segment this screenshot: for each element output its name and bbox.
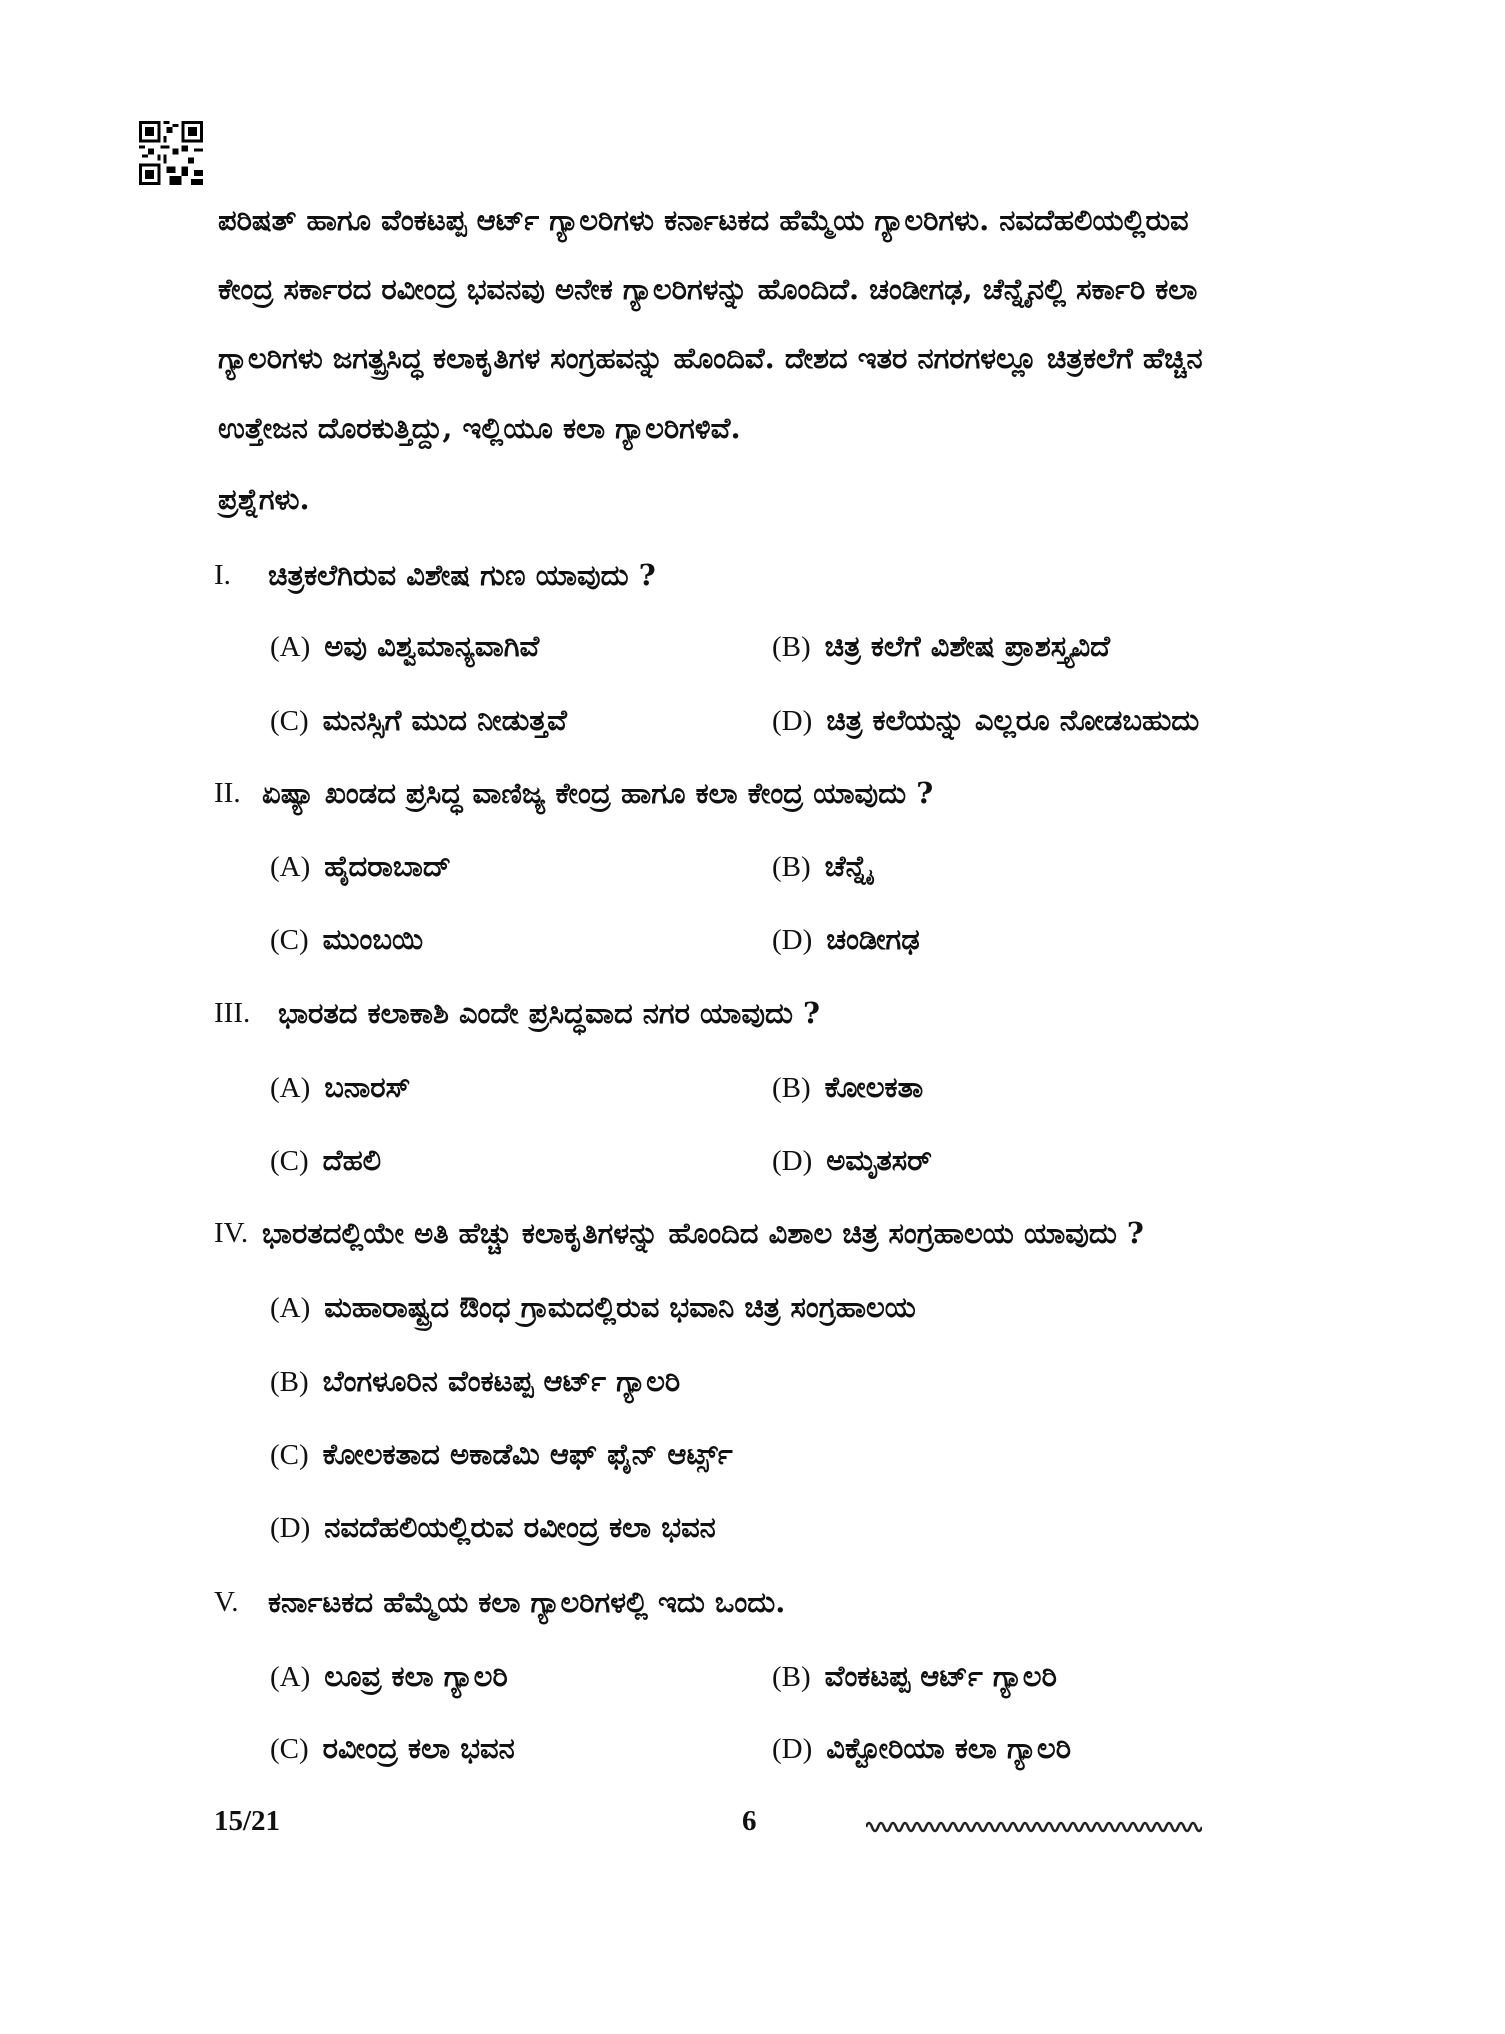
- option-label: (B): [270, 1366, 309, 1398]
- option-text: ಬೆಂಗಳೂರಿನ ವೆಂಕಟಪ್ಪ ಆರ್ಟ್ ಗ್ಯಾಲರಿ: [322, 1364, 681, 1398]
- passage-line: ಗ್ಯಾಲರಿಗಳು ಜಗತ್ಪ್ರಸಿದ್ಧ ಕಲಾಕೃತಿಗಳ ಸಂಗ್ರಹವನ್ನು ಹೊಂದಿವೆ. ದೇಶದ ಇತರ ನಗರಗಳಲ್ಲೂ ಚಿತ್ರಕಲೆಗೆ ಹೆಚ್ಚಿನ: [218, 341, 1203, 375]
- option-label: (D): [772, 705, 813, 737]
- option-text: ನವದೆಹಲಿಯಲ್ಲಿರುವ ರವೀಂದ್ರ ಕಲಾ ಭವನ: [324, 1510, 716, 1544]
- option-label: (D): [772, 924, 813, 956]
- option-text: ಮನಸ್ಸಿಗೆ ಮುದ ನೀಡುತ್ತವೆ: [322, 703, 567, 737]
- page-number: 6: [742, 1805, 757, 1837]
- option-text: ಹೈದರಾಬಾದ್: [324, 849, 452, 883]
- option-text: ರವೀಂದ್ರ ಕಲಾ ಭವನ: [322, 1731, 515, 1765]
- option-label: (A): [270, 1661, 311, 1693]
- answer-option: [270, 1730, 515, 1767]
- option-label: (D): [270, 1512, 311, 1544]
- answer-option: [772, 702, 1199, 739]
- questions-heading: ಪ್ರಶ್ನೆಗಳು.: [218, 482, 310, 516]
- option-label: (C): [270, 1145, 309, 1177]
- question-number: I.: [214, 559, 231, 591]
- option-text: ಚೆನ್ನೈ: [824, 849, 872, 883]
- answer-option: [270, 1142, 381, 1179]
- option-text: ಲೂವ್ರ ಕಲಾ ಗ್ಯಾಲರಿ: [324, 1659, 508, 1693]
- answer-option: [270, 921, 423, 958]
- answer-option: [270, 1069, 410, 1106]
- option-text: ಚಂಡೀಗಢ: [826, 922, 920, 956]
- option-text: ಬನಾರಸ್: [324, 1070, 411, 1104]
- option-text: ಕೋಲಕತಾ: [824, 1070, 924, 1104]
- question-text: ಭಾರತದ ಕಲಾಕಾಶಿ ಎಂದೇ ಪ್ರಸಿದ್ಧವಾದ ನಗರ ಯಾವುದು ?: [278, 996, 821, 1030]
- option-text: ಚಿತ್ರ ಕಲೆಯನ್ನು ಎಲ್ಲರೂ ನೋಡಬಹುದು: [826, 703, 1200, 737]
- question-text: ಚಿತ್ರಕಲೆಗಿರುವ ವಿಶೇಷ ಗುಣ ಯಾವುದು ?: [268, 558, 656, 592]
- question-number: II.: [214, 777, 241, 809]
- passage-line: ಉತ್ತೇಜನ ದೊರಕುತ್ತಿದ್ದು, ಇಲ್ಲಿಯೂ ಕಲಾ ಗ್ಯಾಲರಿಗಳಿವೆ.: [218, 411, 741, 445]
- option-label: (C): [270, 1439, 309, 1471]
- question-number: V.: [214, 1586, 239, 1618]
- option-label: (D): [772, 1733, 813, 1765]
- option-label: (A): [270, 1292, 311, 1324]
- passage-line: ಕೇಂದ್ರ ಸರ್ಕಾರದ ರವೀಂದ್ರ ಭವನವು ಅನೇಕ ಗ್ಯಾಲರಿಗಳನ್ನು ಹೊಂದಿದೆ. ಚಂಡೀಗಢ, ಚೆನ್ನೈನಲ್ಲಿ ಸರ್ಕಾರಿ ಕಲಾ: [218, 272, 1198, 306]
- option-text: ಮುಂಬಯಿ: [322, 922, 424, 956]
- question-text: ಏಷ್ಯಾ ಖಂಡದ ಪ್ರಸಿದ್ಧ ವಾಣಿಜ್ಯ ಕೇಂದ್ರ ಹಾಗೂ ಕಲಾ ಕೇಂದ್ರ ಯಾವುದು ?: [262, 776, 934, 810]
- answer-option: [772, 921, 920, 958]
- question-text: ಕರ್ನಾಟಕದ ಹೆಮ್ಮೆಯ ಕಲಾ ಗ್ಯಾಲರಿಗಳಲ್ಲಿ ಇದು ಒಂದು.: [268, 1585, 786, 1619]
- answer-option: [270, 1658, 508, 1695]
- answer-option: [270, 628, 539, 665]
- option-text: ದೆಹಲಿ: [322, 1143, 382, 1177]
- decorative-wavy-line: [866, 1818, 1202, 1836]
- passage-line: ಪರಿಷತ್ ಹಾಗೂ ವೆಂಕಟಪ್ಪ ಆರ್ಟ್ ಗ್ಯಾಲರಿಗಳು ಕರ್ನಾಟಕದ ಹೆಮ್ಮೆಯ ಗ್ಯಾಲರಿಗಳು. ನವದೆಹಲಿಯಲ್ಲಿರುವ: [218, 203, 1189, 237]
- option-label: (A): [270, 1072, 311, 1104]
- answer-option: [270, 702, 567, 739]
- question-number: III.: [214, 997, 251, 1029]
- question-text: ಭಾರತದಲ್ಲಿಯೇ ಅತಿ ಹೆಚ್ಚು ಕಲಾಕೃತಿಗಳನ್ನು ಹೊಂದಿದ ವಿಶಾಲ ಚಿತ್ರ ಸಂಗ್ರಹಾಲಯ ಯಾವುದು ?: [262, 1216, 1144, 1250]
- answer-option: [772, 628, 1110, 665]
- option-text: ವೆಂಕಟಪ್ಪ ಆರ್ಟ್ ಗ್ಯಾಲರಿ: [824, 1659, 1057, 1693]
- option-text: ವಿಕ್ಟೋರಿಯಾ ಕಲಾ ಗ್ಯಾಲರಿ: [826, 1731, 1072, 1765]
- option-label: (C): [270, 1733, 309, 1765]
- option-text: ಚಿತ್ರ ಕಲೆಗೆ ವಿಶೇಷ ಪ್ರಾಶಸ್ತ್ಯವಿದೆ: [824, 629, 1111, 663]
- option-label: (A): [270, 851, 311, 883]
- answer-option: [270, 1289, 916, 1326]
- option-label: (B): [772, 1661, 811, 1693]
- option-label: (C): [270, 924, 309, 956]
- answer-option: [772, 1069, 923, 1106]
- question-number: IV.: [214, 1217, 249, 1249]
- option-label: (C): [270, 705, 309, 737]
- answer-option: [270, 1509, 716, 1546]
- option-label: (B): [772, 1072, 811, 1104]
- answer-option: [772, 1142, 932, 1179]
- option-text: ಅಮೃತಸರ್: [826, 1143, 932, 1177]
- option-label: (B): [772, 631, 811, 663]
- answer-option: [270, 1436, 733, 1473]
- qr-code: [139, 121, 203, 185]
- option-text: ಕೋಲಕತಾದ ಅಕಾಡೆಮಿ ಆಫ್ ಫೈನ್ ಆರ್ಟ್ಸ್: [322, 1437, 733, 1471]
- paper-code: 15/21: [214, 1805, 281, 1837]
- option-label: (B): [772, 851, 811, 883]
- answer-option: [270, 848, 451, 885]
- option-label: (A): [270, 631, 311, 663]
- answer-option: [772, 1658, 1057, 1695]
- option-text: ಮಹಾರಾಷ್ಟ್ರದ ಔಂಧ ಗ್ರಾಮದಲ್ಲಿರುವ ಭವಾನಿ ಚಿತ್ರ ಸಂಗ್ರಹಾಲಯ: [324, 1290, 916, 1324]
- option-text: ಅವು ವಿಶ್ವಮಾನ್ಯವಾಗಿವೆ: [324, 629, 540, 663]
- option-label: (D): [772, 1145, 813, 1177]
- answer-option: [270, 1363, 680, 1400]
- answer-option: [772, 848, 872, 885]
- answer-option: [772, 1730, 1071, 1767]
